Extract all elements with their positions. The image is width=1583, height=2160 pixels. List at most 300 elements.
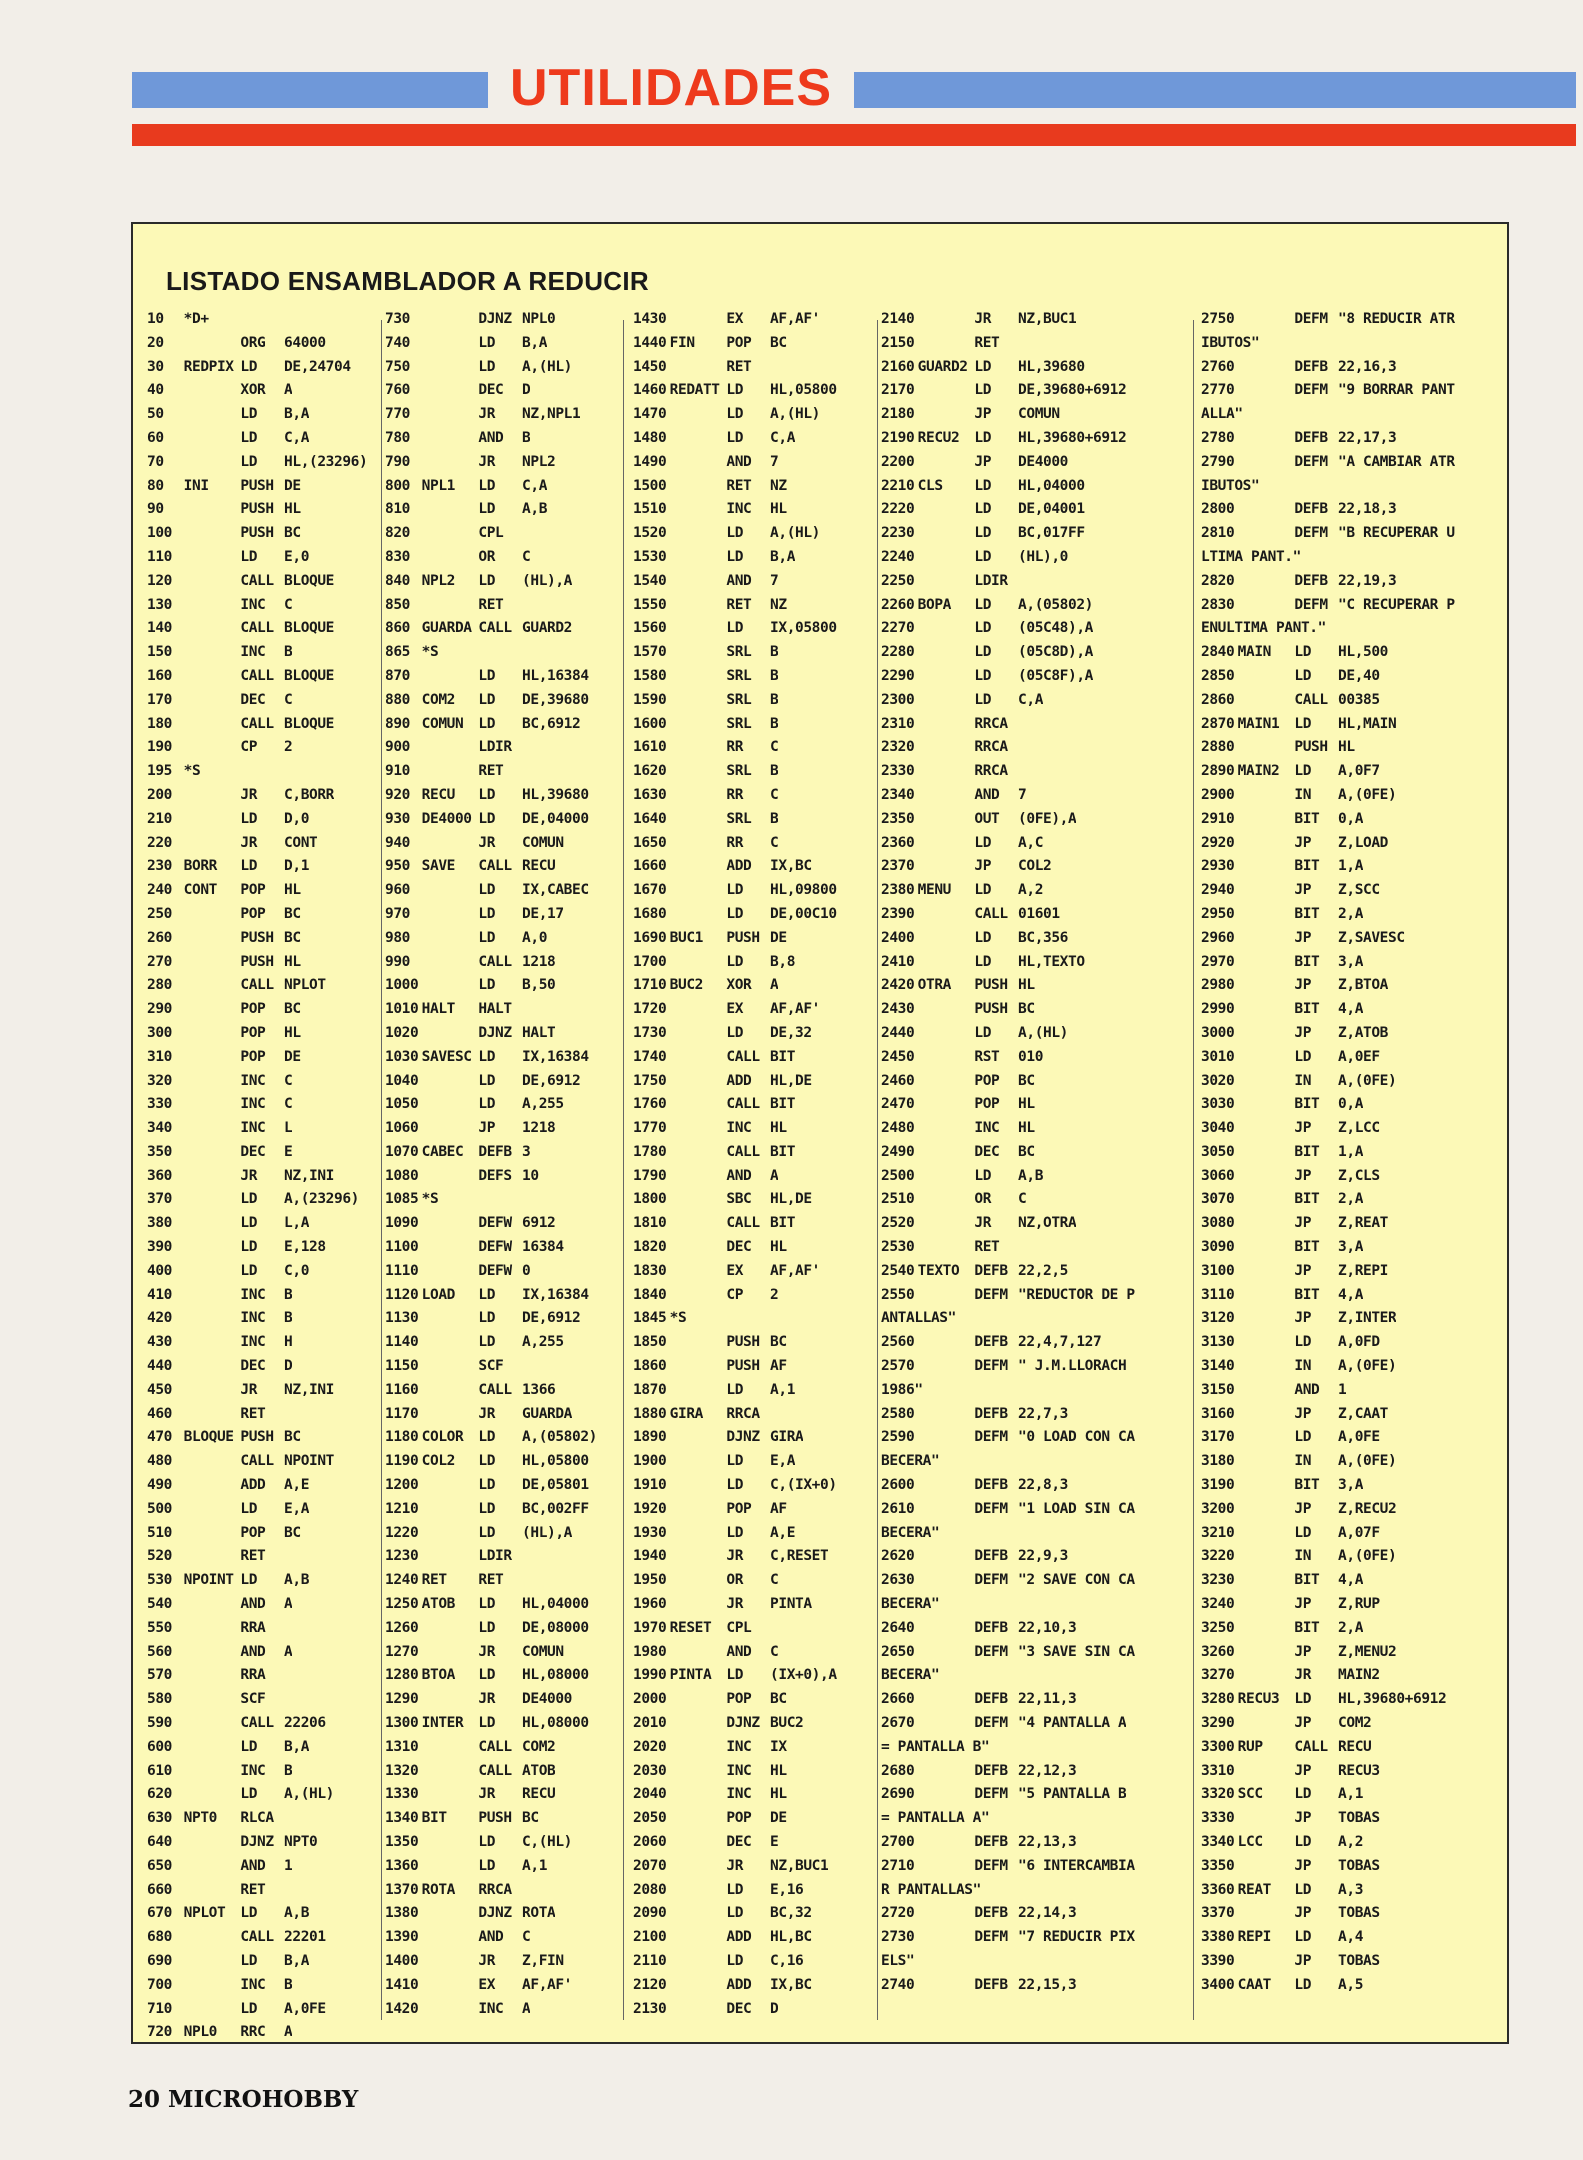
line-number: 1680 (633, 905, 667, 922)
code-line (1201, 689, 1501, 713)
code-line (385, 1426, 619, 1450)
code-operand: BIT (770, 1215, 796, 1232)
line-number: 270 (147, 953, 172, 970)
code-line (881, 1902, 1181, 1926)
code-mnemonic: JP (1294, 929, 1312, 946)
line-number: 2360 (881, 834, 915, 851)
code-operand: C,A (522, 477, 548, 494)
code-operand: ATOB (522, 1762, 556, 1779)
code-operand: C (284, 1072, 293, 1089)
listing-column-2 (385, 308, 619, 2028)
code-operand: "2 SAVE CON CA (1018, 1572, 1135, 1589)
line-number: 990 (385, 953, 410, 970)
code-label: REPI (1237, 1929, 1271, 1946)
page-footer: 20 MICROHOBBY (128, 2086, 359, 2113)
code-line (147, 1403, 377, 1427)
code-line (633, 1188, 873, 1212)
line-number: 2220 (881, 501, 915, 518)
code-line (385, 951, 619, 975)
line-number: 1010 (385, 1001, 419, 1018)
line-number: 2210 (881, 477, 915, 494)
line-number: 370 (147, 1191, 172, 1208)
code-mnemonic: JR (478, 1405, 496, 1422)
code-operand: 1218 (522, 1120, 556, 1137)
code-operand: HALT (522, 1024, 556, 1041)
line-number: 2080 (633, 1881, 667, 1898)
code-operand: C,0 (284, 1262, 310, 1279)
code-mnemonic: LD (478, 1048, 496, 1065)
code-mnemonic: LD (726, 1524, 744, 1541)
code-line (147, 522, 377, 546)
code-operand: Z,SCC (1338, 882, 1380, 899)
code-operand: COMUN (522, 1643, 564, 1660)
code-line (385, 1617, 619, 1641)
code-operand: BC (284, 1524, 301, 1541)
code-operand: AF (770, 1358, 787, 1375)
code-line (881, 951, 1181, 975)
line-number: 1500 (633, 477, 667, 494)
code-operand: BLOQUE (284, 715, 335, 732)
line-number: 2090 (633, 1905, 667, 1922)
code-line (633, 1165, 873, 1189)
line-number: 2060 (633, 1834, 667, 1850)
code-line (385, 665, 619, 689)
code-operand: TOBAS (1338, 1810, 1380, 1827)
code-operand: 1366 (522, 1381, 556, 1398)
line-number: 200 (147, 786, 172, 803)
code-mnemonic: LD (1294, 715, 1312, 732)
code-mnemonic: ADD (726, 1072, 752, 1089)
code-mnemonic: LD (1294, 644, 1312, 661)
line-number: 2330 (881, 763, 915, 780)
code-mnemonic: JP (1294, 1120, 1312, 1137)
line-number: 150 (147, 644, 172, 661)
code-line (1201, 927, 1501, 951)
line-number: 2540 (881, 1262, 915, 1279)
code-line (147, 951, 377, 975)
code-line (881, 974, 1181, 998)
code-operand: AF,AF' (770, 1001, 821, 1018)
code-mnemonic: DEFB (974, 1691, 1008, 1708)
code-operand: DE,08000 (522, 1619, 589, 1636)
code-line (147, 855, 377, 879)
code-line (385, 1688, 619, 1712)
code-line (633, 736, 873, 760)
code-continuation: = PANTALLA A" (881, 1810, 990, 1827)
code-label: CAAT (1237, 1976, 1271, 1993)
line-number: 750 (385, 358, 410, 375)
code-operand: HL (770, 1762, 787, 1779)
code-line (385, 1165, 619, 1189)
code-continuation: ENULTIMA PANT." (1201, 620, 1326, 637)
code-operand: "7 REDUCIR PIX (1018, 1929, 1135, 1946)
code-mnemonic: DEFM (974, 1643, 1008, 1660)
code-line (1201, 1212, 1501, 1236)
code-line (385, 1284, 619, 1308)
code-operand: L (284, 1120, 293, 1137)
line-number: 790 (385, 453, 410, 470)
code-operand: 16384 (522, 1239, 564, 1256)
code-mnemonic: LD (478, 1857, 496, 1874)
line-number: 1750 (633, 1072, 667, 1089)
code-line (1201, 332, 1501, 356)
code-operand: 6912 (522, 1215, 556, 1232)
line-number: 3090 (1201, 1239, 1235, 1256)
code-operand: 01601 (1018, 905, 1060, 922)
code-operand: BC (284, 929, 301, 946)
code-mnemonic: LD (1294, 1334, 1312, 1351)
line-number: 450 (147, 1381, 172, 1398)
code-operand: COL2 (1018, 858, 1052, 875)
code-line (633, 498, 873, 522)
line-number: 140 (147, 620, 172, 637)
code-mnemonic: JR (1294, 1667, 1312, 1684)
code-mnemonic: INC (240, 1976, 266, 1993)
code-operand: HL,39680+6912 (1338, 1691, 1447, 1708)
code-operand: A,(HL) (770, 406, 821, 423)
code-line (147, 1284, 377, 1308)
code-line (385, 1046, 619, 1070)
code-line (385, 1545, 619, 1569)
code-operand: HL,500 (1338, 644, 1389, 661)
code-mnemonic: POP (240, 1001, 266, 1018)
line-number: 240 (147, 882, 172, 899)
code-mnemonic: POP (240, 1024, 266, 1041)
line-number: 1300 (385, 1715, 419, 1732)
code-mnemonic: RET (478, 763, 504, 780)
code-line (881, 1617, 1181, 1641)
code-operand: B (770, 715, 779, 732)
code-operand: Z,CAAT (1338, 1405, 1389, 1422)
line-number: 1640 (633, 810, 667, 827)
code-line (633, 1902, 873, 1926)
code-operand: HL (1018, 1096, 1035, 1113)
code-line (147, 903, 377, 927)
listing-column-1 (147, 308, 377, 2041)
line-number: 195 (147, 763, 172, 780)
code-operand: BC (284, 525, 301, 542)
code-operand: 3 (522, 1143, 531, 1160)
code-line (881, 1093, 1181, 1117)
line-number: 2850 (1201, 667, 1235, 684)
line-number: 110 (147, 548, 172, 565)
code-label: RECU (421, 786, 455, 803)
code-line (881, 1284, 1181, 1308)
code-operand: A,255 (522, 1096, 564, 1113)
line-number: 1370 (385, 1881, 419, 1898)
code-line (633, 760, 873, 784)
code-mnemonic: LD (478, 810, 496, 827)
code-label: HALT (421, 1001, 455, 1018)
code-mnemonic: DEFB (974, 1262, 1008, 1279)
code-operand: BC (522, 1810, 539, 1827)
code-line (1201, 308, 1501, 332)
code-mnemonic: JR (478, 453, 496, 470)
code-mnemonic: AND (240, 1596, 266, 1613)
line-number: 710 (147, 2000, 172, 2017)
code-label: NPOINT (183, 1572, 234, 1589)
code-mnemonic: POP (726, 1810, 752, 1827)
line-number: 3200 (1201, 1500, 1235, 1517)
code-operand: DE,40 (1338, 667, 1380, 684)
line-number: 1090 (385, 1215, 419, 1232)
code-mnemonic: CALL (1294, 1738, 1328, 1755)
line-number: 3300 (1201, 1738, 1235, 1755)
code-line (633, 1736, 873, 1760)
line-number: 2510 (881, 1191, 915, 1208)
code-mnemonic: ADD (726, 858, 752, 875)
line-number: 1190 (385, 1453, 419, 1470)
code-operand: "1 LOAD SIN CA (1018, 1500, 1135, 1517)
code-mnemonic: DEFW (478, 1262, 512, 1279)
code-mnemonic: DJNZ (478, 1905, 512, 1922)
code-operand: E,16 (770, 1881, 804, 1898)
code-operand: A,(05802) (522, 1429, 597, 1446)
code-mnemonic: LD (478, 1667, 496, 1684)
code-mnemonic: LD (478, 1334, 496, 1351)
line-number: 2990 (1201, 1001, 1235, 1018)
code-operand: B (770, 667, 779, 684)
code-mnemonic: LD (974, 882, 992, 899)
code-line (385, 1712, 619, 1736)
code-mnemonic: BIT (1294, 1619, 1320, 1636)
code-mnemonic: LD (478, 1596, 496, 1613)
code-operand: 22206 (284, 1715, 326, 1732)
code-operand: D (770, 2000, 779, 2017)
code-mnemonic: DEFS (478, 1167, 512, 1184)
code-label: GIRA (669, 1405, 703, 1422)
code-line (881, 1950, 1181, 1974)
code-operand: A,B (284, 1572, 310, 1589)
code-line (881, 1974, 1181, 1998)
code-mnemonic: RET (726, 477, 752, 494)
code-line (1201, 1522, 1501, 1546)
line-number: 3230 (1201, 1572, 1235, 1589)
line-number: 2300 (881, 691, 915, 708)
line-number: 1290 (385, 1691, 419, 1708)
line-number: 220 (147, 834, 172, 851)
code-mnemonic: DEFM (974, 1500, 1008, 1517)
line-number: 2050 (633, 1810, 667, 1827)
line-number: 1890 (633, 1429, 667, 1446)
code-operand: NZ,INI (284, 1167, 335, 1184)
line-number: 3210 (1201, 1524, 1235, 1541)
code-label: BOPA (917, 596, 951, 613)
code-line (147, 1093, 377, 1117)
header-blue-bar-left (132, 72, 488, 108)
code-line (1201, 736, 1501, 760)
line-number: 3350 (1201, 1857, 1235, 1874)
code-mnemonic: JP (1294, 1715, 1312, 1732)
code-operand: RECU (1338, 1738, 1372, 1755)
code-line (881, 1926, 1181, 1950)
line-number: 2100 (633, 1929, 667, 1946)
code-operand: COM2 (1338, 1715, 1372, 1732)
code-mnemonic: JR (478, 406, 496, 423)
code-line (633, 1545, 873, 1569)
code-line (881, 641, 1181, 665)
line-number: 1180 (385, 1429, 419, 1446)
code-line (385, 1974, 619, 1998)
code-line (147, 1926, 377, 1950)
code-line (633, 1450, 873, 1474)
line-number: 530 (147, 1572, 172, 1589)
column-divider (877, 320, 878, 2020)
code-mnemonic: CALL (726, 1143, 760, 1160)
code-mnemonic: LD (974, 929, 992, 946)
code-line (147, 1950, 377, 1974)
code-line (633, 451, 873, 475)
code-mnemonic: PUSH (240, 525, 274, 542)
code-operand: BC (284, 905, 301, 922)
code-mnemonic: SRL (726, 691, 752, 708)
code-line (147, 1212, 377, 1236)
code-continuation: BECERA" (881, 1596, 940, 1613)
code-operand: A,(0FE) (1338, 1453, 1397, 1470)
code-line (147, 1617, 377, 1641)
code-operand: B,A (284, 406, 310, 423)
line-number: 3220 (1201, 1548, 1235, 1565)
code-operand: HL,39680 (1018, 358, 1085, 375)
code-mnemonic: BIT (1294, 953, 1320, 970)
code-mnemonic: JR (478, 1786, 496, 1803)
code-mnemonic: AND (478, 1929, 504, 1946)
code-mnemonic: PUSH (974, 1001, 1008, 1018)
code-line (147, 1355, 377, 1379)
code-line (1201, 546, 1501, 570)
code-mnemonic: DEFB (1294, 429, 1328, 446)
code-operand: HL (284, 882, 301, 899)
code-operand: BC (284, 1001, 301, 1018)
code-mnemonic: SRL (726, 644, 752, 661)
line-number: 650 (147, 1857, 172, 1874)
code-operand: HL (1018, 977, 1035, 994)
code-mnemonic: JP (1294, 1167, 1312, 1184)
code-mnemonic: AND (240, 1643, 266, 1660)
code-operand: B,8 (770, 953, 796, 970)
line-number: 2170 (881, 382, 915, 399)
code-line (1201, 665, 1501, 689)
line-number: 600 (147, 1738, 172, 1755)
code-operand: 00385 (1338, 691, 1380, 708)
code-line (881, 998, 1181, 1022)
code-continuation: IBUTOS" (1201, 334, 1260, 351)
code-line (1201, 1855, 1501, 1879)
code-mnemonic: JR (240, 1381, 258, 1398)
code-mnemonic: JR (240, 834, 258, 851)
line-number: 280 (147, 977, 172, 994)
code-mnemonic: POP (240, 1048, 266, 1065)
code-mnemonic: LD (974, 382, 992, 399)
code-operand: HL (770, 1120, 787, 1137)
line-number: 460 (147, 1405, 172, 1422)
code-line (147, 379, 377, 403)
code-line (633, 1474, 873, 1498)
code-mnemonic: JR (726, 1596, 744, 1613)
code-operand: A (284, 1643, 293, 1660)
code-line (147, 760, 377, 784)
code-line (385, 475, 619, 499)
code-operand: 22,17,3 (1338, 429, 1397, 446)
listing-column-5 (1201, 308, 1501, 2028)
code-operand: DE,6912 (522, 1072, 581, 1089)
code-operand: 7 (1018, 786, 1027, 803)
code-mnemonic: LD (478, 691, 496, 708)
code-line (147, 1260, 377, 1284)
line-number: 1060 (385, 1120, 419, 1137)
code-operand: 22,16,3 (1338, 358, 1397, 375)
code-line (633, 951, 873, 975)
code-line (1201, 1688, 1501, 1712)
code-operand: B (522, 429, 531, 446)
code-line (147, 403, 377, 427)
code-operand: BC (770, 1334, 787, 1351)
code-mnemonic: EX (726, 311, 744, 327)
line-number: 3330 (1201, 1810, 1235, 1827)
code-line (1201, 1498, 1501, 1522)
code-operand: GUARD2 (522, 620, 573, 637)
code-mnemonic: CP (240, 739, 258, 756)
code-mnemonic: DJNZ (478, 1024, 512, 1041)
code-mnemonic: JP (1294, 1905, 1312, 1922)
code-line (1201, 1403, 1501, 1427)
line-number: 3140 (1201, 1358, 1235, 1375)
code-operand: C (770, 739, 779, 756)
code-operand: A,(HL) (522, 358, 573, 375)
line-number: 610 (147, 1762, 172, 1779)
code-label: CONT (183, 882, 217, 899)
code-label: OTRA (917, 977, 951, 994)
line-number: 2070 (633, 1857, 667, 1874)
code-operand: B (284, 1762, 293, 1779)
code-operand: D (522, 382, 531, 399)
line-number: 3110 (1201, 1286, 1235, 1303)
code-operand: 3,A (1338, 1239, 1364, 1256)
code-mnemonic: CALL (726, 1048, 760, 1065)
line-number: 2960 (1201, 929, 1235, 946)
code-operand: 2,A (1338, 1619, 1364, 1636)
line-number: 2120 (633, 1976, 667, 1993)
line-number: 1320 (385, 1762, 419, 1779)
code-mnemonic: INC (974, 1120, 1000, 1137)
line-number: 1730 (633, 1024, 667, 1041)
code-line (881, 522, 1181, 546)
line-number: 2250 (881, 572, 915, 589)
code-line (147, 736, 377, 760)
code-label: FIN (669, 334, 695, 351)
code-mnemonic: RR (726, 739, 744, 756)
code-operand: 4,A (1338, 1001, 1364, 1018)
code-continuation: BECERA" (881, 1667, 940, 1684)
code-line (1201, 1307, 1501, 1331)
code-mnemonic: LD (478, 667, 496, 684)
code-mnemonic: INC (240, 1334, 266, 1351)
line-number: 3030 (1201, 1096, 1235, 1113)
code-mnemonic: LD (478, 929, 496, 946)
code-operand: DE,39680+6912 (1018, 382, 1127, 399)
line-number: 910 (385, 763, 410, 780)
line-number: 3120 (1201, 1310, 1235, 1327)
code-mnemonic: LD (1294, 763, 1312, 780)
line-number: 440 (147, 1358, 172, 1375)
code-mnemonic: BIT (1294, 905, 1320, 922)
code-operand: Z,MENU2 (1338, 1643, 1397, 1660)
line-number: 880 (385, 691, 410, 708)
line-number: 1840 (633, 1286, 667, 1303)
code-operand: HL,08000 (522, 1667, 589, 1684)
code-line (1201, 498, 1501, 522)
code-mnemonic: DEC (240, 691, 266, 708)
